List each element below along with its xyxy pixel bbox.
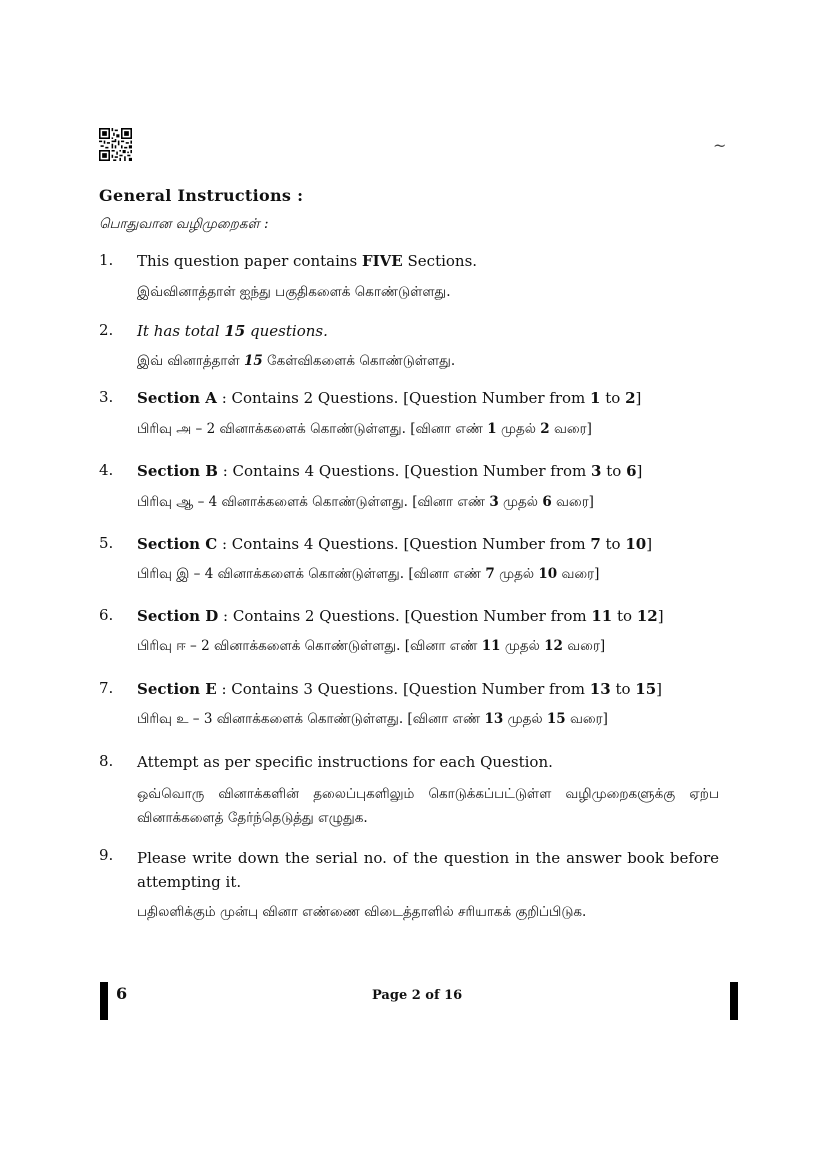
item-number: 6. bbox=[99, 606, 114, 624]
instruction-text: Section D : Contains 2 Questions. [Question Number from 11 to 12] bbox=[137, 607, 664, 625]
instruction-text-tamil: பிரிவு உ – 3 வினாக்களைக் கொண்டுள்ளது. [வினா எண் 13 முதல் 15 வரை] bbox=[137, 711, 608, 727]
item-number: 4. bbox=[99, 461, 114, 479]
instruction-text: Section A : Contains 2 Questions. [Question Number from 1 to 2] bbox=[137, 389, 642, 407]
instruction-text: It has total 15 questions. bbox=[137, 322, 328, 340]
instruction-text-tamil: பிரிவு ஆ – 4 வினாக்களைக் கொண்டுள்ளது. [வினா எண் 3 முதல் 6 வரை] bbox=[137, 494, 594, 510]
item-number: 1. bbox=[99, 251, 114, 269]
instruction-text-tamil: பிரிவு ஈ – 2 வினாக்களைக் கொண்டுள்ளது. [வினா எண் 11 முதல் 12 வரை] bbox=[137, 638, 606, 654]
general-instructions-title-tamil: பொதுவான வழிமுறைகள் : bbox=[99, 216, 269, 232]
instruction-text-tamil: பதிலளிக்கும் முன்பு வினா எண்ணை விடைத்தாளில் சரியாகக் குறிப்பிடுக. bbox=[137, 904, 587, 920]
instruction-text: Section E : Contains 3 Questions. [Question Number from 13 to 15] bbox=[137, 680, 663, 698]
instruction-text-tamil: பிரிவு இ – 4 வினாக்களைக் கொண்டுள்ளது. [வினா எண் 7 முதல் 10 வரை] bbox=[137, 566, 600, 582]
item-number: 9. bbox=[99, 846, 114, 864]
header-mark: ~ bbox=[713, 136, 727, 155]
paper-code: 6 bbox=[116, 984, 128, 1003]
page-number: Page 2 of 16 bbox=[372, 988, 463, 1003]
instruction-text-tamil: பிரிவு அ – 2 வினாக்களைக் கொண்டுள்ளது. [வினா எண் 1 முதல் 2 வரை] bbox=[137, 421, 592, 437]
item-number: 7. bbox=[99, 679, 114, 697]
instruction-text-tamil: இவ்வினாத்தாள் ஐந்து பகுதிகளைக் கொண்டுள்ளது. bbox=[137, 284, 451, 300]
item-number: 5. bbox=[99, 534, 114, 552]
general-instructions-title: General Instructions : bbox=[99, 186, 304, 205]
footer-bar-right bbox=[730, 982, 738, 1020]
item-number: 8. bbox=[99, 752, 114, 770]
item-number: 3. bbox=[99, 388, 114, 406]
instruction-text: Section B : Contains 4 Questions. [Question Number from 3 to 6] bbox=[137, 462, 643, 480]
instruction-text-tamil: இவ் வினாத்தாள் 15 கேள்விகளைக் கொண்டுள்ளது. bbox=[137, 353, 456, 369]
footer-bar-left bbox=[100, 982, 108, 1020]
instruction-text: Please write down the serial no. of the question in the answer book before attempting it. bbox=[137, 849, 719, 891]
qr-code-icon bbox=[99, 128, 132, 161]
instruction-text: This question paper contains FIVE Sections. bbox=[137, 252, 478, 270]
instruction-text: Section C : Contains 4 Questions. [Question Number from 7 to 10] bbox=[137, 535, 653, 553]
instruction-text: Attempt as per specific instructions for each Question. bbox=[137, 753, 553, 771]
instruction-text-tamil: ஒவ்வொரு வினாக்களின் தலைப்புகளிலும் கொடுக்கப்பட்டுள்ள வழிமுறைகளுக்கு ஏற்ப வினாக்களைத் தேர்ந்தெடுத்து எழுதுக. bbox=[137, 786, 719, 826]
item-number: 2. bbox=[99, 321, 114, 339]
